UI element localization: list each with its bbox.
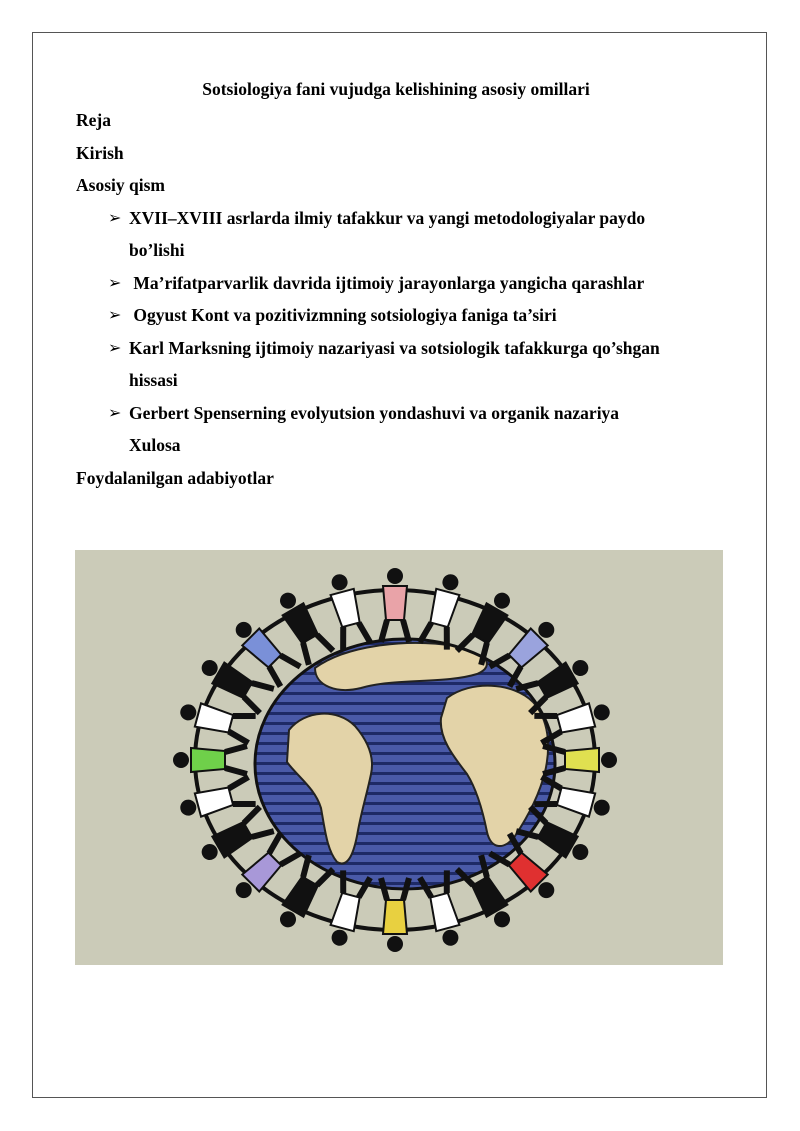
globe-illustration-svg: [75, 550, 723, 965]
arrow-bullet-icon: ➢: [108, 402, 122, 422]
references-heading: Foydalanilgan adabiyotlar: [76, 467, 274, 488]
document-body: [76, 74, 716, 494]
intro-heading: Kirish: [76, 142, 124, 163]
main-heading: Asosiy qism: [76, 175, 165, 195]
globe-people-illustration: [75, 550, 723, 965]
outline-item-2: [76, 267, 716, 300]
outline-item-text: Ogyust Kont va pozitivizmning sotsiologiya faniga ta’siri: [129, 305, 557, 325]
arrow-bullet-icon: ➢: [108, 337, 122, 357]
arrow-bullet-icon: ➢: [108, 207, 122, 227]
outline-item-text: Ma’rifatparvarlik davrida ijtimoiy jarayonlarga yangicha qarashlar: [129, 272, 645, 293]
outline-item-5: [76, 397, 716, 430]
conclusion-heading: Xulosa: [129, 435, 181, 455]
outline-item-text: XVII–XVIII asrlarda ilmiy tafakkur va yangi metodologiyalar paydo: [129, 207, 646, 228]
outline-item-3: [76, 299, 716, 332]
outline-item-4-continuation: hissasi: [129, 370, 178, 390]
outline-item-text: Gerbert Spenserning evolyutsion yondashuvi va organik nazariya: [129, 402, 620, 423]
outline-item-1-continuation: bo’lishi: [129, 240, 185, 260]
plan-heading: Reja: [76, 110, 111, 130]
arrow-bullet-icon: ➢: [108, 272, 122, 292]
outline-item-text: Karl Marksning ijtimoiy nazariyasi va sotsiologik tafakkurga qo’shgan: [129, 337, 660, 358]
document-title: Sotsiologiya fani vujudga kelishining asosiy omillari: [202, 79, 590, 99]
outline-item-4: [76, 332, 716, 365]
arrow-bullet-icon: ➢: [108, 305, 122, 324]
outline-item-1: [76, 202, 716, 235]
